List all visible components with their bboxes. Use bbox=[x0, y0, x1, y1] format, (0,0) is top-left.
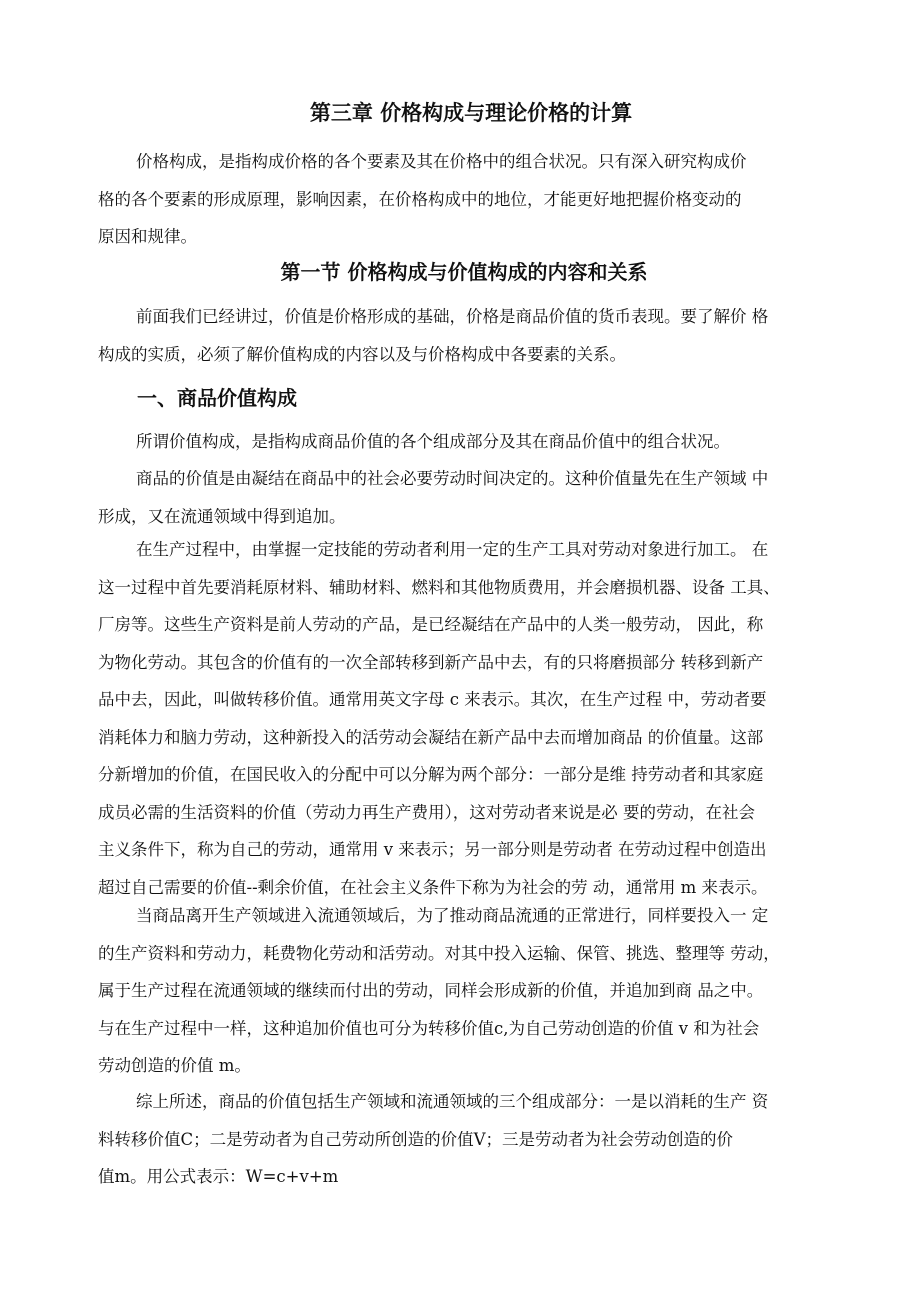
paragraph-4 bbox=[98, 531, 780, 906]
text-line: 分新增加的价值，在国民收入的分配中可以分解为两个部分：一部分是维 持劳动者和其家庭 bbox=[98, 765, 764, 784]
text-line: 综上所述，商品的价值包括生产领域和流通领域的三个组成部分：一是以消耗的生产 资 bbox=[136, 1092, 769, 1111]
text-line: 商品的价值是由凝结在商品中的社会必要劳动时间决定的。这种价值量先在生产领域 中 bbox=[136, 469, 769, 488]
text-line: 格的各个要素的形成原理，影响因素，在价格构成中的地位，才能更好地把握价格变动的 bbox=[98, 189, 742, 209]
text-line: 当商品离开生产领域进入流通领域后，为了推动商品流通的正常进行，同样要投入一 定 bbox=[136, 906, 769, 925]
text-line: 超过自己需要的价值--剩余价值，在社会主义条件下称为为社会的劳 动，通常用 m 来表示。 bbox=[98, 877, 768, 897]
text-line: 所谓价值构成，是指构成商品价值的各个组成部分及其在商品价值中的组合状况。 bbox=[136, 432, 730, 451]
text-line: 这一过程中首先要消耗原材料、辅助材料、燃料和其他物质费用，并会磨损机器、设备 工具、 bbox=[98, 577, 780, 597]
text-line: 值m。用公式表示：W=c+v+m bbox=[98, 1167, 339, 1186]
text-line: 与在生产过程中一样，这种追加价值也可分为转移价值c,为自己劳动创造的价值 v 和为社会 bbox=[98, 1018, 760, 1038]
paragraph-6 bbox=[98, 1083, 768, 1196]
text-line: 厂房等。这些生产资料是前人劳动的产品，是已经凝结在产品中的人类一般劳动， 因此，称 bbox=[98, 615, 764, 634]
subsection-title: 一、商品价值构成 bbox=[137, 386, 297, 410]
text-line: 前面我们已经讲过，价值是价格形成的基础，价格是商品价值的货币表现。要了解价 格 bbox=[136, 307, 769, 326]
text-line: 成员必需的生活资料的价值（劳动力再生产费用），这对劳动者来说是必 要的劳动，在社会 bbox=[98, 802, 755, 822]
text-line: 价格构成，是指构成价格的各个要素及其在价格中的组合状况。只有深入研究构成价 bbox=[136, 152, 747, 171]
text-line: 的生产资料和劳动力，耗费物化劳动和活劳动。对其中投入运输、保管、挑选、整理等 劳动， bbox=[98, 943, 780, 963]
chapter-title: 第三章 价格构成与理论价格的计算 bbox=[309, 100, 633, 125]
intro-paragraph bbox=[98, 143, 747, 256]
paragraph-2 bbox=[98, 423, 730, 461]
text-line: 消耗体力和脑力劳动，这种新投入的活劳动会凝结在新产品中去而增加商品 的价值量。这部 bbox=[98, 727, 764, 747]
text-line: 为物化劳动。其包含的价值有的一次全部转移到新产品中去，有的只将磨损部分 转移到新产 bbox=[98, 652, 764, 672]
paragraph-3 bbox=[98, 460, 768, 535]
paragraph-5 bbox=[98, 897, 780, 1085]
text-line: 构成的实质，必须了解价值构成的内容以及与价格构成中各要素的关系。 bbox=[98, 344, 626, 364]
text-line: 在生产过程中，由掌握一定技能的劳动者利用一定的生产工具对劳动对象进行加工。 在 bbox=[136, 540, 769, 559]
text-line: 品中去，因此，叫做转移价值。通常用英文字母 c 来表示。其次，在生产过程 中，劳动者要 bbox=[98, 690, 767, 709]
paragraph-1 bbox=[98, 298, 768, 373]
text-line: 属于生产过程在流通领域的继续而付出的劳动，同样会形成新的价值，并追加到商 品之中。 bbox=[98, 981, 764, 1000]
text-line: 主义条件下，称为自己的劳动，通常用 v 来表示；另一部分则是劳动者 在劳动过程中创造出 bbox=[98, 840, 767, 859]
text-line: 劳动创造的价值 m。 bbox=[98, 1056, 251, 1075]
text-line: 料转移价值C；二是劳动者为自己劳动所创造的价值V；三是劳动者为社会劳动创造的价 bbox=[98, 1129, 734, 1149]
text-line: 原因和规律。 bbox=[98, 227, 197, 246]
section-title: 第一节 价格构成与价值构成的内容和关系 bbox=[280, 260, 648, 284]
text-line: 形成，又在流通领域中得到追加。 bbox=[98, 506, 346, 526]
